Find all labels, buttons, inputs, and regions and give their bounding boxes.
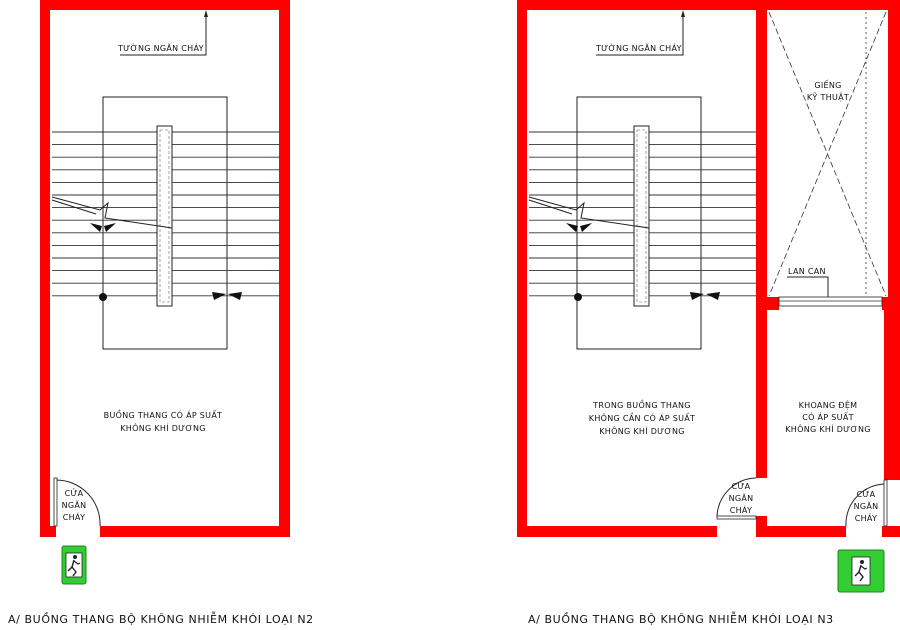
leader-arrow-icon — [204, 10, 208, 17]
inner-door-label-3: CHÁY — [729, 506, 753, 515]
left-door-leaf — [54, 478, 57, 526]
buffer-label-2: CÓ ÁP SUẤT — [802, 413, 854, 422]
shaft-label-2: KỸ THUẬT — [806, 93, 850, 102]
outer-door-label-2: NGĂN — [853, 502, 879, 511]
leader-arrow-icon-2 — [681, 10, 685, 17]
left-plan-caption: A/ BUỒNG THANG BỘ KHÔNG NHIỄM KHÓI LOẠI N2 — [8, 613, 314, 626]
left-stair-well — [157, 126, 172, 306]
right-plan-caption: A/ BUỒNG THANG BỘ KHÔNG NHIỄM KHÓI LOẠI N3 — [528, 613, 834, 626]
left-door-label-2: NGĂN — [61, 501, 87, 510]
right-stair-break-line — [529, 197, 649, 228]
outer-door-label-3: CHÁY — [854, 514, 878, 523]
right-plan — [517, 0, 900, 626]
right-stair-direction-arrow-icon — [566, 223, 592, 232]
railing-label-leader — [787, 277, 828, 297]
right-stair-well — [634, 126, 649, 306]
right-stair-start-dot-icon — [574, 293, 582, 301]
right-plan-wall-south-buffer — [756, 526, 846, 537]
shaft-label-1: GIẾNG — [814, 81, 842, 90]
right-plan-wall-east-upper — [888, 0, 900, 310]
inner-door-leaf — [717, 516, 756, 519]
railing — [779, 297, 882, 306]
left-plan-wall-north — [40, 0, 290, 10]
left-room-label-2: KHÔNG KHÍ DƯƠNG — [120, 424, 206, 433]
left-door-label-1: CỬA — [64, 489, 84, 498]
right-plan-wall-east-corner — [882, 297, 900, 310]
right-plan-wall-south — [517, 526, 717, 537]
inner-door-label-1: CỬA — [731, 482, 751, 491]
left-stair-start-dot-icon — [99, 293, 107, 301]
left-plan — [8, 0, 314, 626]
left-plan-wall-south — [100, 526, 290, 537]
left-plan-wall-west — [40, 0, 50, 537]
right-plan-wall-north — [517, 0, 900, 10]
right-wall-label: TƯỜNG NGĂN CHÁY — [596, 44, 682, 53]
left-running-man-exit-icon — [62, 546, 86, 584]
right-running-man-exit-icon — [838, 550, 884, 592]
right-stair-label-2: KHÔNG CẦN CÓ ÁP SUẤT — [588, 414, 696, 423]
railing-label: LAN CAN — [788, 267, 826, 276]
buffer-label-1: KHOANG ĐỆM — [798, 401, 858, 410]
right-plan-wall-east-stub — [882, 526, 900, 537]
left-plan-wall-east — [279, 0, 290, 537]
right-stair-label-1: TRONG BUỒNG THANG — [593, 401, 691, 410]
right-plan-wall-west — [517, 0, 527, 537]
left-door-label-3: CHÁY — [62, 513, 86, 522]
left-wall-label: TƯỜNG NGĂN CHÁY — [118, 44, 204, 53]
left-plan-wall-south-stub — [40, 526, 56, 537]
left-stair-break-line — [52, 197, 172, 228]
outer-door-leaf — [884, 480, 887, 526]
right-stair-label-3: KHÔNG KHÍ DƯƠNG — [599, 427, 685, 436]
buffer-label-3: KHÔNG KHÍ DƯƠNG — [785, 425, 871, 434]
left-room-label-1: BUỒNG THANG CÓ ÁP SUẤT — [103, 411, 223, 420]
right-plan-wall-middle — [756, 0, 767, 478]
inner-door-label-2: NGĂN — [728, 494, 754, 503]
right-shaft-wall-corner — [767, 297, 779, 310]
right-plan-wall-east-lower — [884, 310, 900, 480]
outer-door-label-1: CỬA — [856, 490, 876, 499]
